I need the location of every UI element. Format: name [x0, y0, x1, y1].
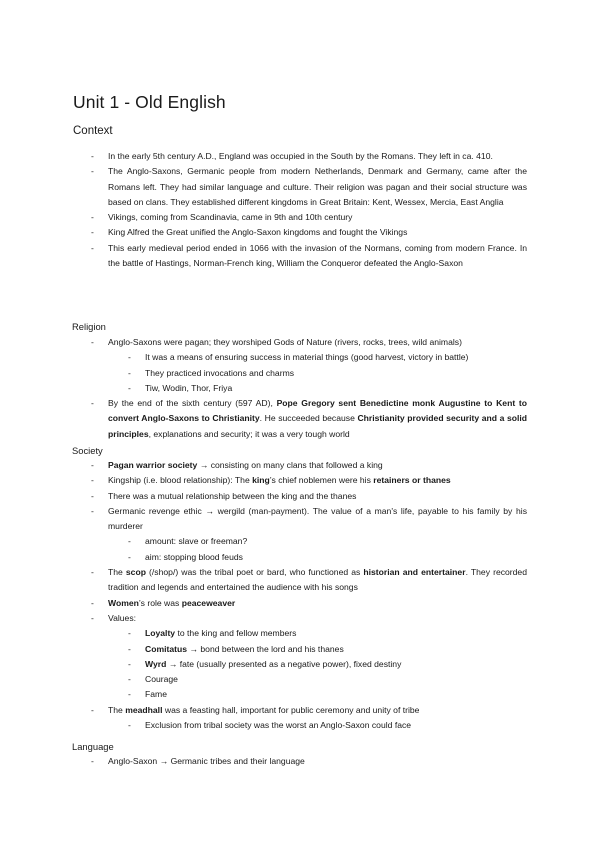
list-item: - King Alfred the Great unified the Anglo-Saxon kingdoms and fought the Vikings [91, 227, 408, 238]
list-item: - The scop (/shop/) was the tribal poet or bard, who functioned as historian and entertainer. They recorded tradition and legends and entertained the audience with his songs [91, 567, 527, 593]
list-item: - There was a mutual relationship between the king and the thanes [91, 490, 357, 501]
list-item: - Values: [91, 612, 137, 623]
list-item: - Anglo-Saxons were pagan; they worshiped Gods of Nature (rivers, rocks, trees, wild animals) [91, 337, 462, 347]
sub-list-item: - amount: slave or freeman? [128, 536, 248, 547]
list-item: - The meadhall was a feasting hall, important for public ceremony and unity of tribe [91, 704, 420, 715]
sub-list-item: - Comitatus → bond between the lord and his thanes [128, 643, 344, 654]
list-item: - Kingship (i.e. blood relationship): The king’s chief noblemen were his retainers or thanes [91, 475, 451, 486]
language-list [0, 754, 600, 769]
list-item: - Pagan warrior society → consisting on many clans that followed a king [91, 460, 383, 470]
religion-list [0, 335, 600, 442]
list-item: - By the end of the sixth century (597 AD), Pope Gregory sent Benedictine monk Augustine to Kent to convert Anglo-Saxons to Christianity. He succeeded because Christianity provided security and a solid principles, explanations and security; it was a very tough world [91, 398, 528, 439]
sub-list-item: - aim: stopping blood feuds [128, 551, 243, 562]
sub-list-item: - Wyrd → fate (usually presented as a negative power), fixed destiny [128, 658, 402, 669]
language-heading: Language [72, 741, 114, 752]
list-item: - Germanic revenge ethic → wergild (man-payment). The value of a man's life, payable to his family by his murderer [91, 505, 527, 532]
list-item: - Anglo-Saxon → Germanic tribes and their language [91, 756, 305, 766]
list-item: - In the early 5th century A.D., England was occupied in the South by the Romans. They left in ca. 410. [91, 151, 493, 161]
context-list [0, 149, 600, 271]
list-item: - Women’s role was peaceweaver [91, 597, 236, 608]
page-title: Unit 1 - Old English [73, 92, 226, 112]
sub-list-item: - Courage [128, 674, 178, 685]
list-item: - This early medieval period ended in 1066 with the invasion of the Normans, coming from modern France. In the battle of Hastings, Norman-French king, William the Conqueror defeated the Anglo-Saxon [91, 242, 527, 269]
sub-list-item: - Fame [128, 689, 167, 700]
religion-heading: Religion [72, 321, 106, 332]
society-heading: Society [72, 445, 103, 456]
sub-list-item: - Exclusion from tribal society was the worst an Anglo-Saxon could face [128, 720, 412, 731]
sub-list-item: - Tiw, Wodin, Thor, Friya [128, 382, 233, 393]
list-item: - Vikings, coming from Scandinavia, came in 9th and 10th century [91, 212, 353, 223]
sub-list-item: - It was a means of ensuring success in material things (good harvest, victory in battle) [128, 352, 469, 363]
sub-list-item: - They practiced invocations and charms [128, 367, 295, 378]
context-heading: Context [73, 125, 113, 137]
sub-list-item: - Loyalty to the king and fellow members [128, 628, 297, 639]
society-list [0, 458, 600, 733]
list-item: - The Anglo-Saxons, Germanic people from modern Netherlands, Denmark and Germany, came after the Romans left. They had similar language and culture. Their religion was pagan and their social structure was based on clans. They established different kingdoms in Great Britain: Kent, Wessex, Mercia, East Anglia [91, 166, 527, 207]
